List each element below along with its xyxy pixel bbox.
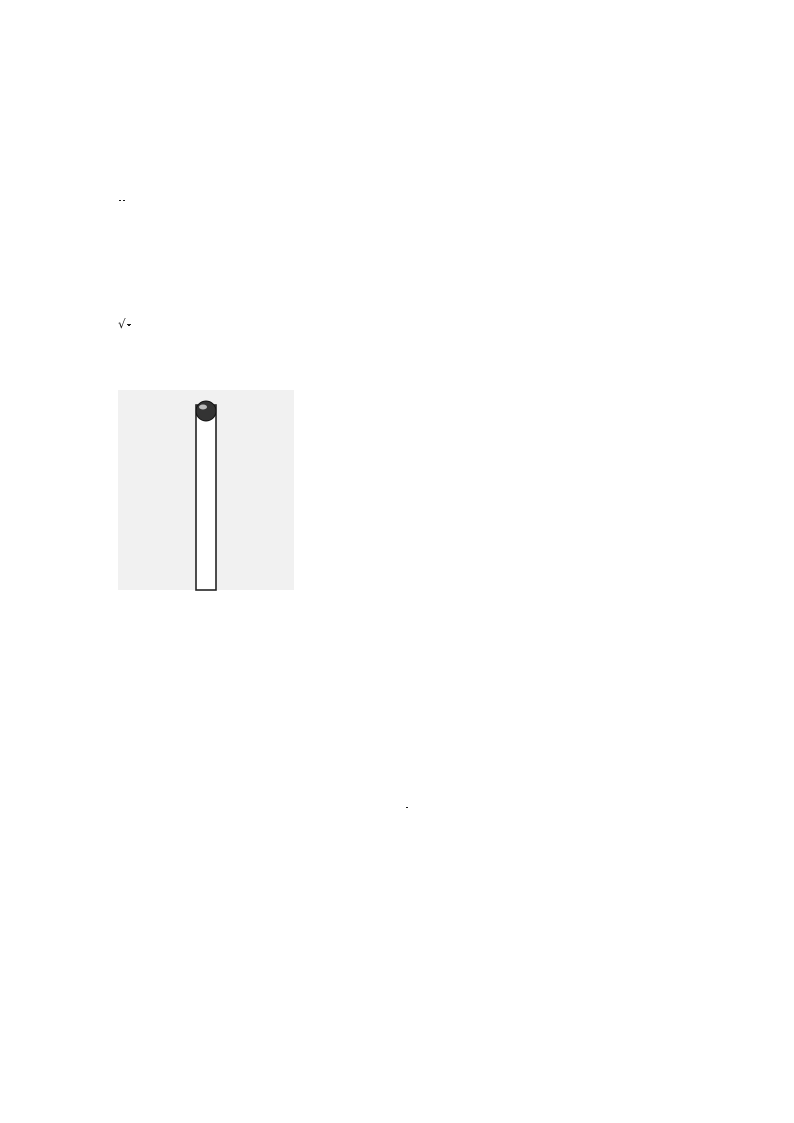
field-background bbox=[118, 390, 294, 590]
fraction-one-quarter bbox=[123, 200, 125, 201]
q5-stem-line-4 bbox=[118, 190, 126, 210]
fraction-three-fifths bbox=[406, 807, 408, 808]
sine-formula bbox=[405, 800, 409, 815]
fraction-one-sixth bbox=[119, 200, 121, 201]
ball-highlight bbox=[199, 405, 207, 410]
insulated-tube bbox=[196, 405, 216, 590]
charged-ball bbox=[196, 401, 216, 421]
q5-option-d bbox=[118, 314, 132, 334]
q7-stem-line-3 bbox=[118, 818, 203, 838]
sqrt-fraction: √ bbox=[118, 317, 132, 331]
